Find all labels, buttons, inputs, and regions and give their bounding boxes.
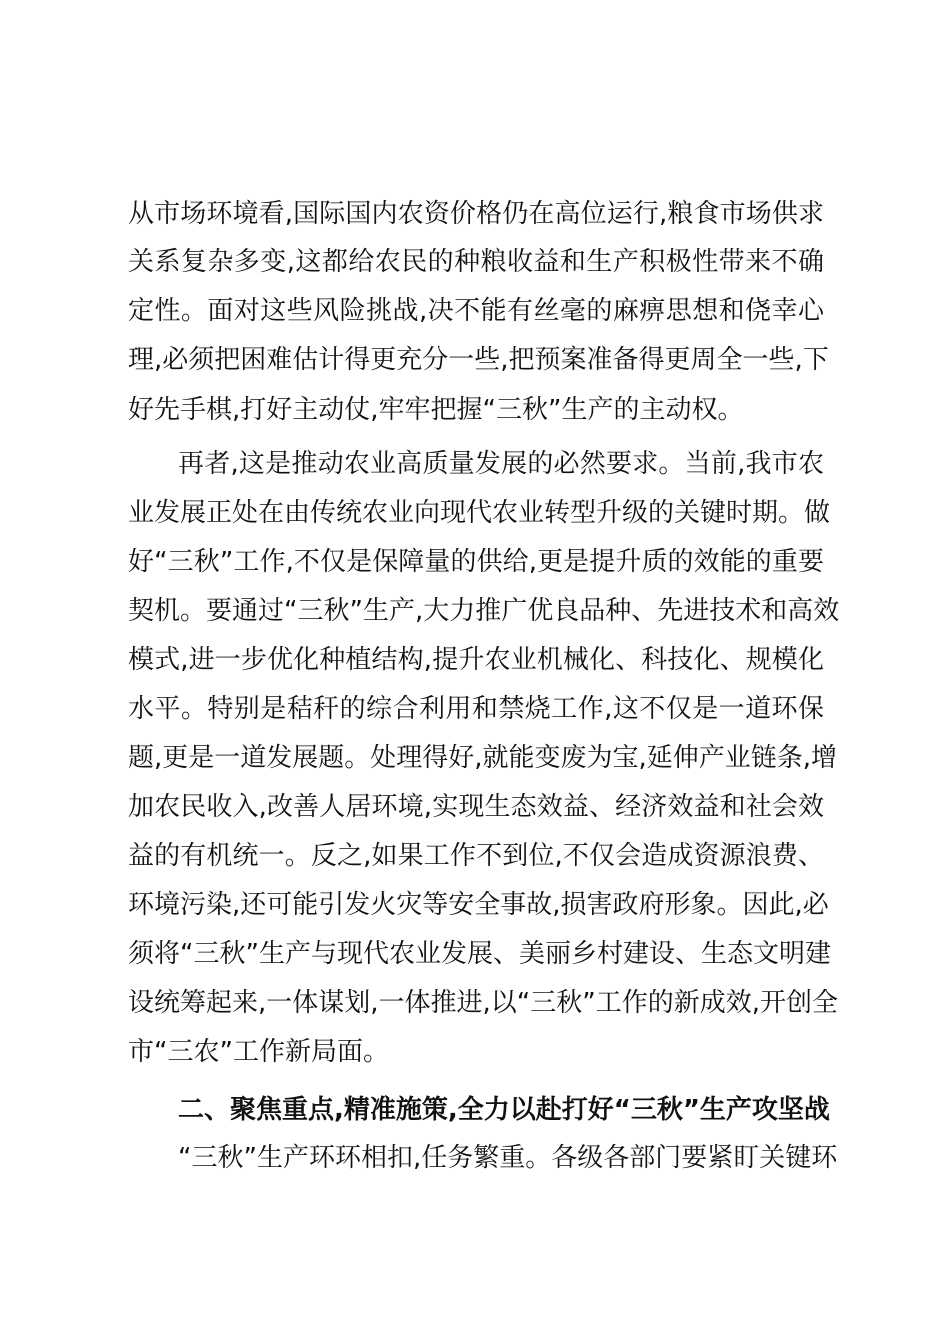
paragraph-1-line-3: 定性。面对这些风险挑战,决不能有丝毫的麻痹思想和侥幸心	[128, 296, 824, 326]
paragraph-2-line-2: 业发展正处在由传统农业向现代农业转型升级的关键时期。做	[128, 498, 831, 528]
paragraph-1-line-5: 好先手棋,打好主动仗,牢牢把握“三秋”生产的主动权。	[128, 395, 744, 425]
paragraph-2-line-1: 再者,这是推动农业高质量发展的必然要求。当前,我市农	[178, 449, 824, 479]
paragraph-2-line-8: 加农民收入,改善人居环境,实现生态效益、经济效益和社会效	[128, 792, 824, 822]
paragraph-2-line-6: 水平。特别是秸秆的综合利用和禁烧工作,这不仅是一道环保	[128, 694, 824, 724]
paragraph-1-line-2: 关系复杂多变,这都给农民的种粮收益和生产积极性带来不确	[128, 247, 824, 277]
paragraph-2-line-13: 市“三农”工作新局面。	[128, 1037, 389, 1067]
paragraph-2-line-12: 设统筹起来,一体谋划,一体推进,以“三秋”工作的新成效,开创全	[128, 988, 838, 1018]
paragraph-2-line-3: 好“三秋”工作,不仅是保障量的供给,更是提升质的效能的重要	[128, 547, 824, 577]
paragraph-3-line-1: “三秋”生产环环相扣,任务繁重。各级各部门要紧盯关键环	[178, 1143, 838, 1173]
paragraph-2-line-9: 益的有机统一。反之,如果工作不到位,不仅会造成资源浪费、	[128, 841, 824, 871]
paragraph-1-line-1: 从市场环境看,国际国内农资价格仍在高位运行,粮食市场供求	[128, 199, 824, 229]
paragraph-2-line-5: 模式,进一步优化种植结构,提升农业机械化、科技化、规模化	[128, 645, 824, 675]
section-heading: 二、聚焦重点,精准施策,全力以赴打好“三秋”生产攻坚战	[178, 1095, 830, 1125]
paragraph-2-line-11: 须将“三秋”生产与现代农业发展、美丽乡村建设、生态文明建	[128, 939, 831, 969]
paragraph-2-line-7: 题,更是一道发展题。处理得好,就能变废为宝,延伸产业链条,增	[128, 743, 838, 773]
paragraph-2-line-4: 契机。要通过“三秋”生产,大力推广优良品种、先进技术和高效	[128, 596, 840, 626]
paragraph-1-line-4: 理,必须把困难估计得更充分一些,把预案准备得更周全一些,下	[128, 345, 829, 375]
paragraph-2-line-10: 环境污染,还可能引发火灾等安全事故,损害政府形象。因此,必	[128, 890, 829, 920]
